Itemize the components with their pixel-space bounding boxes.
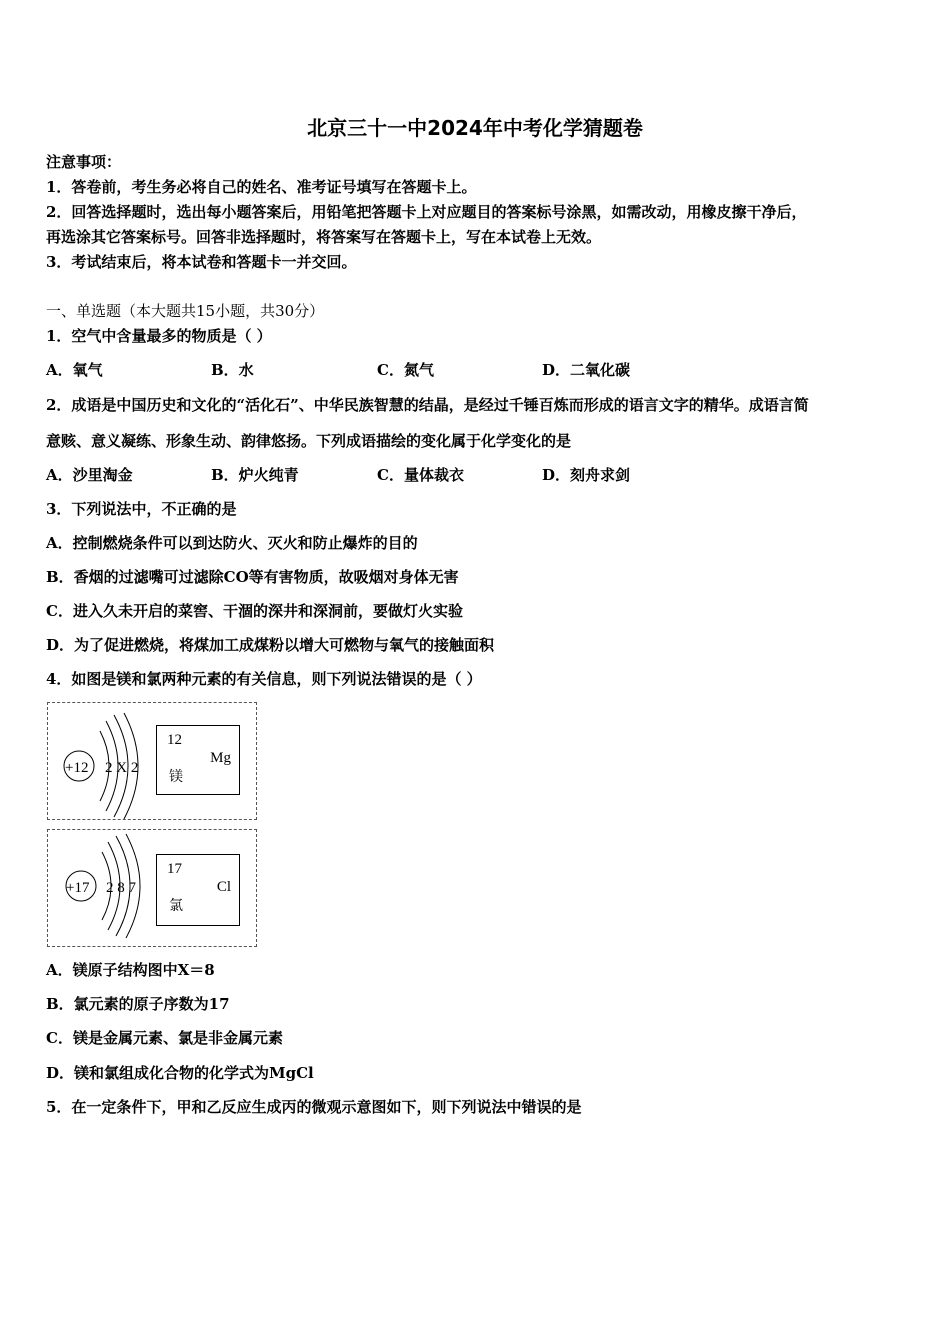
question-4-stem: 4．如图是镁和氯两种元素的有关信息，则下列说法错误的是（ ） [46,670,482,688]
q3-option-b: B．香烟的过滤嘴可过滤除CO等有害物质，故吸烟对身体无害 [46,568,459,586]
cl-shell-electrons: 2 8 7 [106,880,136,896]
mg-name: 镁 [169,770,183,785]
notice-item: 1．答卷前，考生务必将自己的姓名、准考证号填写在答题卡上。 [46,178,477,196]
q2-option-d: D．刻舟求剑 [542,466,631,484]
q3-option-a: A．控制燃烧条件可以到达防火、灭火和防止爆炸的目的 [46,534,418,552]
cl-atomic-number: 17 [167,861,182,877]
q4-option-d: D．镁和氯组成化合物的化学式为MgCl [46,1064,314,1082]
cl-symbol: Cl [216,879,231,895]
page-title: 北京三十一中2024年中考化学猜题卷 [307,116,643,140]
q1-option-d: D．二氧化碳 [542,361,631,379]
question-5-stem: 5．在一定条件下，甲和乙反应生成丙的微观示意图如下，则下列说法中错误的是 [46,1098,582,1116]
q1-option-a: A．氧气 [46,361,103,379]
q2-option-b: B．炉火纯青 [211,466,299,484]
mg-atomic-number: 12 [167,732,182,748]
chlorine-diagram [47,829,257,947]
notice-item: 2．回答选择题时，选出每小题答案后，用铅笔把答题卡上对应题目的答案标号涂黑，如需改动，用橡皮擦干净后， [46,203,807,221]
q4-option-c: C．镁是金属元素、氯是非金属元素 [46,1029,283,1047]
mg-nucleus-charge: +12 [65,760,89,776]
q1-option-c: C．氮气 [377,361,434,379]
mg-shell-electrons: 2 X 2 [105,760,139,776]
question-2-stem-cont: 意赅、意义凝练、形象生动、韵律悠扬。下列成语描绘的变化属于化学变化的是 [46,432,572,450]
cl-nucleus-charge: +17 [66,880,90,896]
mg-symbol: Mg [210,750,231,766]
mg-element-card [156,725,240,795]
question-2-stem: 2．成语是中国历史和文化的“活化石”、中华民族智慧的结晶，是经过千锤百炼而形成的语言文字的精华。成语言简 [46,396,809,414]
q3-option-d: D．为了促进燃烧，将煤加工成煤粉以增大可燃物与氧气的接触面积 [46,636,495,654]
q4-option-b: B．氯元素的原子序数为17 [46,995,230,1013]
notice-item: 再选涂其它答案标号。回答非选择题时，将答案写在答题卡上，写在本试卷上无效。 [46,228,602,246]
cl-element-card [156,854,240,926]
q2-option-a: A．沙里淘金 [46,466,133,484]
question-3-stem: 3．下列说法中，不正确的是 [46,500,237,518]
section-heading: 一、单选题（本大题共15小题，共30分） [46,302,325,320]
notice-item: 3．考试结束后，将本试卷和答题卡一并交回。 [46,253,357,271]
cl-name: 氯 [169,899,183,914]
notice-heading: 注意事项： [46,153,122,171]
question-1-stem: 1．空气中含量最多的物质是（ ） [46,327,272,345]
magnesium-diagram [47,702,257,820]
q2-option-c: C．量体裁衣 [377,466,464,484]
q1-option-b: B．水 [211,361,254,379]
q4-option-a: A．镁原子结构图中X＝8 [46,961,215,979]
q3-option-c: C．进入久未开启的菜窖、干涸的深井和深洞前，要做灯火实验 [46,602,463,620]
